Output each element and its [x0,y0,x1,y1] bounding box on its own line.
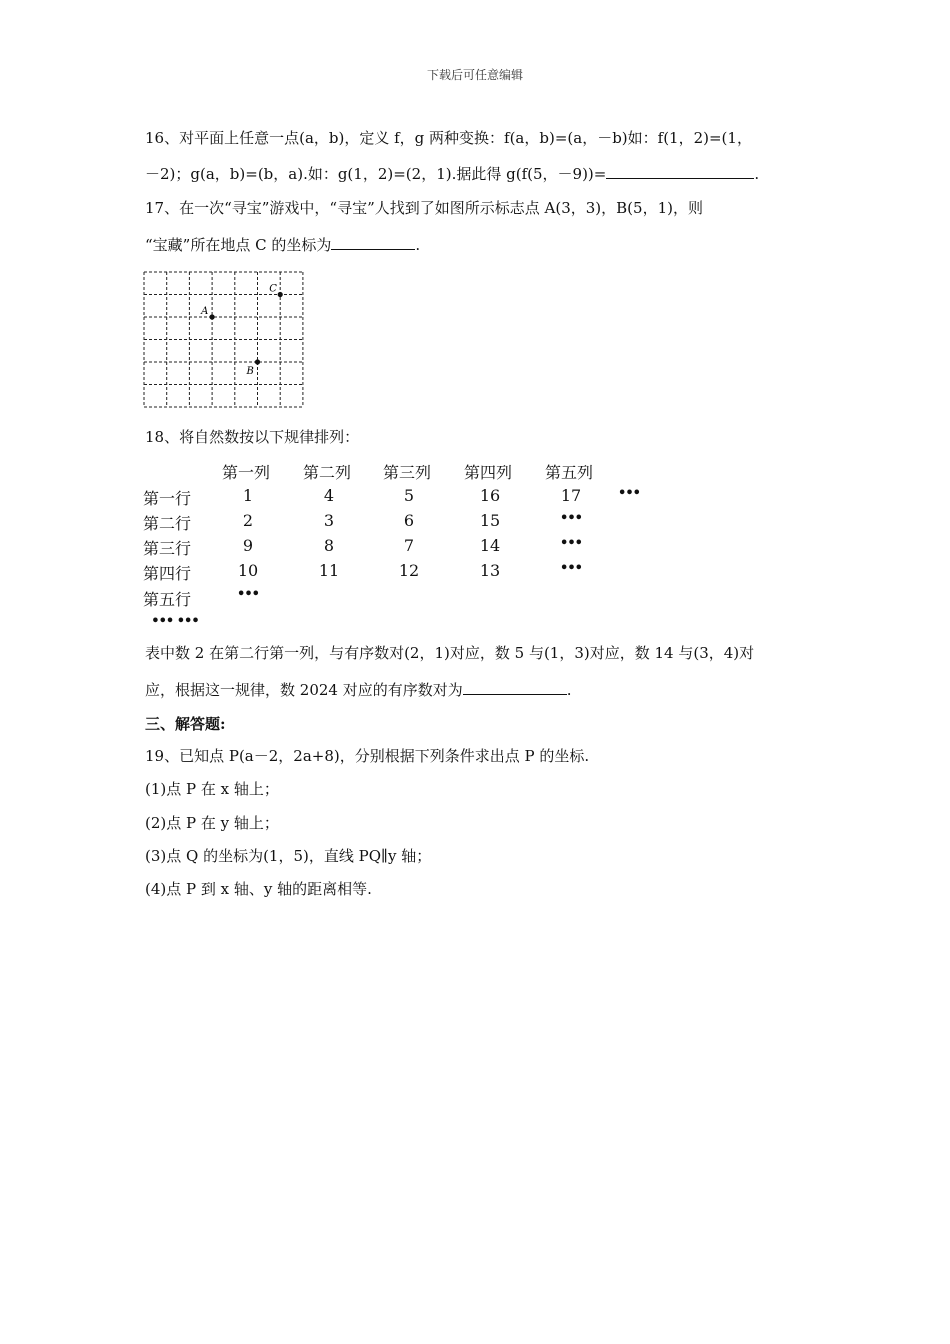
q17-period: . [415,236,421,254]
q18-period: . [566,681,572,699]
q16-line2 [145,164,759,184]
q17-text: “宝藏”所在地点 C 的坐标为 [145,236,332,254]
column-header: 第三列 [383,463,432,482]
q16-answer-blank [606,164,754,179]
table-cell: 13 [479,561,501,580]
point-label-c: C [269,283,277,295]
row-label: 第五行 [143,590,192,609]
column-header: 第五列 [545,463,594,482]
q17-line2 [145,235,420,255]
q18-intro: 18、将自然数按以下规律排列： [145,428,360,446]
q19-item-3: (3)点 Q 的坐标为(1，5)，直线 PQ∥y 轴； [145,847,432,865]
table-cell: 2 [242,511,254,530]
q18-text: 应，根据这一规律，数 2024 对应的有序数对为 [145,681,463,699]
q17-line1: 17、在一次“寻宝”游戏中，“寻宝”人找到了如图所示标志点 A(3，3)，B(5，1)，则 [145,199,703,217]
table-cell: 16 [479,486,501,505]
row-label: 第二行 [143,514,192,533]
q19-item-4: (4)点 P 到 x 轴、y 轴的距离相等. [145,880,372,898]
q18-text1: 表中数 2 在第二行第一列，与有序数对(2，1)对应，数 5 与(1，3)对应，数 14 与(3，4)对 [145,644,755,662]
table-cell: ••• [618,486,640,501]
treasure-grid-figure [143,271,307,411]
table-cell: ••• [560,511,582,526]
table-cell: ••• [560,536,582,551]
q18-text2 [145,680,572,700]
table-cell: 14 [479,536,501,555]
q18-answer-blank [463,680,567,695]
table-cell: 12 [398,561,420,580]
point-a [210,314,215,319]
table-cell: 3 [323,511,335,530]
table-cell: 6 [403,511,415,530]
q17-answer-blank [331,235,415,250]
table-trailing-dots: ••• ••• [151,614,199,629]
column-header: 第二列 [303,463,352,482]
table-cell: 7 [403,536,415,555]
point-label-b: B [246,366,254,377]
q19-item-1: (1)点 P 在 x 轴上； [145,780,279,798]
point-b [255,359,260,364]
point-label-a: A [201,306,209,317]
table-cell: 5 [403,486,415,505]
table-cell: ••• [560,561,582,576]
table-cell: ••• [237,587,259,602]
table-cell: 9 [242,536,254,555]
column-header: 第四列 [464,463,513,482]
q16-line1: 16、对平面上任意一点(a，b)，定义 f，g 两种变换：f(a，b)=(a，－b)如：f(1，2)=(1， [145,129,752,147]
page-header: 下载后可任意编辑 [426,68,523,82]
point-c [278,292,283,297]
row-label: 第四行 [143,564,192,583]
column-header: 第一列 [222,463,271,482]
row-label: 第三行 [143,539,192,558]
table-cell: 17 [560,486,582,505]
section-title: 三、解答题: [145,715,226,733]
table-cell: 10 [237,561,259,580]
q19-item-2: (2)点 P 在 y 轴上； [145,814,279,832]
q16-period: . [754,165,760,183]
table-cell: 1 [242,486,254,505]
q19-intro: 19、已知点 P(a－2，2a+8)，分别根据下列条件求出点 P 的坐标. [145,747,590,765]
table-cell: 8 [323,536,335,555]
table-cell: 11 [318,561,340,580]
table-cell: 4 [323,486,335,505]
row-label: 第一行 [143,489,192,508]
table-cell: 15 [479,511,501,530]
q16-text: －2)；g(a，b)=(b，a).如：g(1，2)=(2，1).据此得 g(f(5，－9))= [145,165,607,183]
